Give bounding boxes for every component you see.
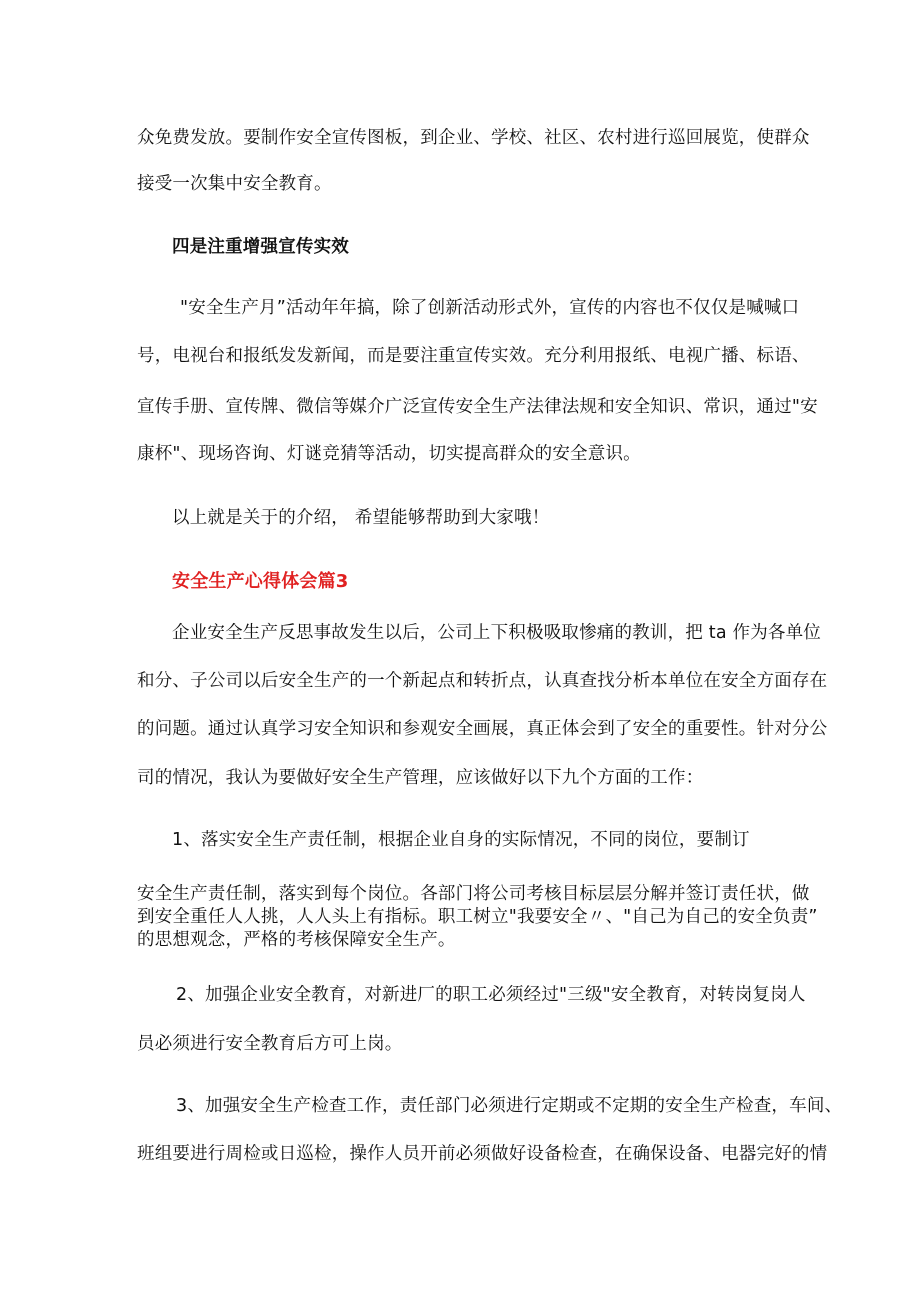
text-line: 的问题。通过认真学习安全知识和参观安全画展，真正体会到了安全的重要性。针对分公 bbox=[137, 719, 828, 739]
text-line: 员必须进行安全教育后方可上岗。 bbox=[137, 1034, 403, 1054]
text-line: 到安全重任人人挑，人人头上有指标。职工树立"我要安全〃、"自己为自己的安全负责” bbox=[137, 907, 818, 927]
text-line: 接受一次集中安全教育。 bbox=[137, 174, 332, 194]
list-item-1: 1、落实安全生产责任制，根据企业自身的实际情况，不同的岗位，要制订 bbox=[172, 830, 750, 850]
text-line: 企业安全生产反思事故发生以后，公司上下积极吸取惨痛的教训，把 ta 作为各单位 bbox=[172, 623, 822, 643]
text-line: 的思想观念，严格的考核保障安全生产。 bbox=[137, 930, 456, 950]
text-line: 宣传手册、宣传牌、微信等媒介广泛宣传安全生产法律法规和安全知识、常识，通过"安 bbox=[137, 397, 818, 417]
list-item-3: 3、加强安全生产检查工作，责任部门必须进行定期或不定期的安全生产检查，车间、 bbox=[176, 1096, 843, 1116]
text-line: 班组要进行周检或日巡检，操作人员开前必须做好设备检查，在确保设备、电器完好的情 bbox=[137, 1144, 828, 1164]
text-line: 安全生产责任制，落实到每个岗位。各部门将公司考核目标层层分解并签订责任状，做 bbox=[137, 884, 810, 904]
closing-line: 以上就是关于的介绍， 希望能够帮助到大家哦！ bbox=[172, 508, 550, 528]
text-line: 号，电视台和报纸发发新闻，而是要注重宣传实效。充分利用报纸、电视广播、标语、 bbox=[137, 346, 810, 366]
list-item-2: 2、加强企业安全教育，对新进厂的职工必须经过"三级"安全教育，对转岗复岗人 bbox=[176, 985, 806, 1005]
section-heading: 四是注重增强宣传实效 bbox=[172, 237, 349, 257]
text-line: 司的情况，我认为要做好安全生产管理，应该做好以下九个方面的工作： bbox=[137, 768, 704, 788]
text-line: 康杯"、现场咨询、灯谜竞猜等活动，切实提高群众的安全意识。 bbox=[137, 444, 641, 464]
text-line: 和分、子公司以后安全生产的一个新起点和转折点，认真查找分析本单位在安全方面存在 bbox=[137, 671, 828, 691]
article-title: 安全生产心得体会篇3 bbox=[172, 571, 349, 592]
text-line: 众免费发放。要制作安全宣传图板，到企业、学校、社区、农村进行巡回展览，使群众 bbox=[137, 128, 810, 148]
text-line: "安全生产月”活动年年搞，除了创新活动形式外，宣传的内容也不仅仅是喊喊口 bbox=[180, 298, 800, 318]
